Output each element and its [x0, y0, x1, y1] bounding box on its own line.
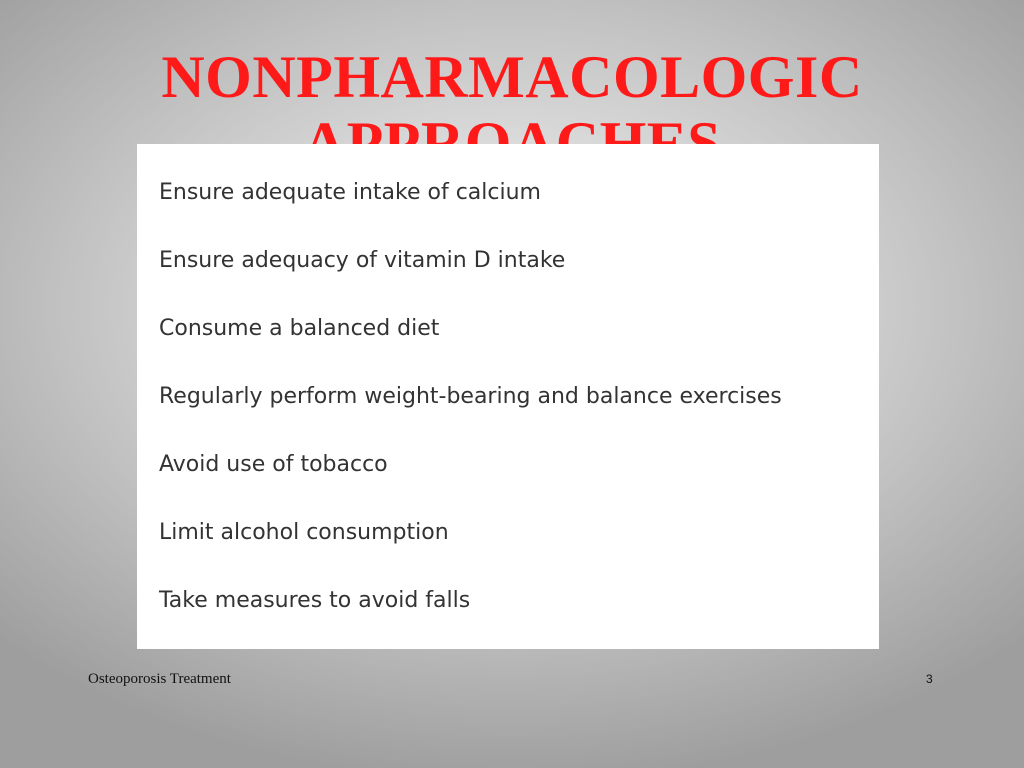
content-panel [137, 144, 879, 649]
page-number: 3 [926, 672, 933, 686]
list-item-exercise: Regularly perform weight-bearing and balance exercises [159, 384, 782, 409]
list-item-falls: Take measures to avoid falls [159, 588, 471, 613]
list-item-tobacco: Avoid use of tobacco [159, 452, 388, 477]
slide-title-line-1: NONPHARMACOLOGIC [161, 44, 863, 111]
list-item-balanced-diet: Consume a balanced diet [159, 316, 440, 341]
list-item-vitamin-d: Ensure adequacy of vitamin D intake [159, 248, 566, 273]
footer-text: Osteoporosis Treatment [88, 671, 231, 687]
list-item-calcium: Ensure adequate intake of calcium [159, 180, 541, 205]
list-item-alcohol: Limit alcohol consumption [159, 520, 449, 545]
